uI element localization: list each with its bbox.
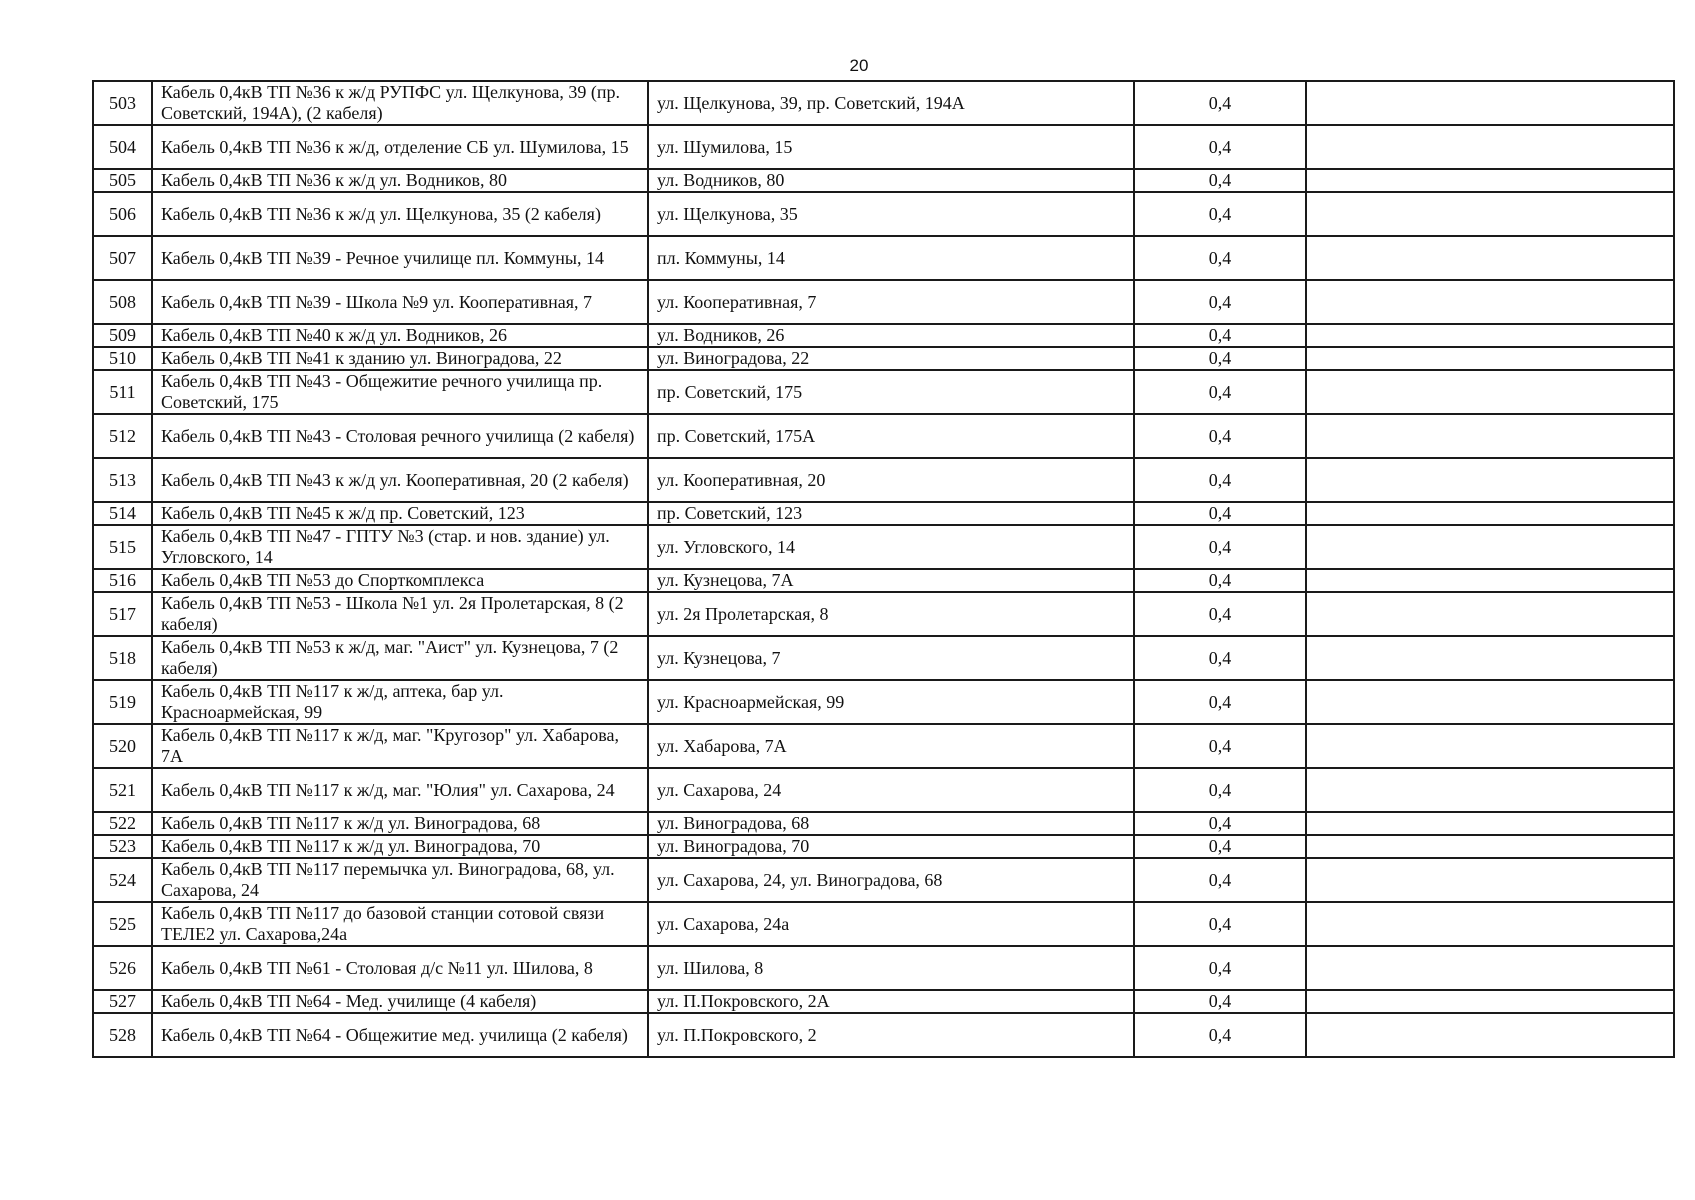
address: ул. Виноградова, 70: [648, 835, 1134, 858]
cable-description: Кабель 0,4кВ ТП №43 - Столовая речного училища (2 кабеля): [152, 414, 648, 458]
row-number: 527: [93, 990, 152, 1013]
row-number: 520: [93, 724, 152, 768]
table-row: [93, 1013, 1674, 1057]
address: ул. Щелкунова, 39, пр. Советский, 194А: [648, 81, 1134, 125]
cable-description: Кабель 0,4кВ ТП №36 к ж/д ул. Водников, 80: [152, 169, 648, 192]
voltage-kv: 0,4: [1134, 458, 1306, 502]
empty-cell: [1306, 636, 1674, 680]
table-row: [93, 347, 1674, 370]
cable-description: Кабель 0,4кВ ТП №43 - Общежитие речного училища пр. Советский, 175: [152, 370, 648, 414]
empty-cell: [1306, 192, 1674, 236]
row-number: 518: [93, 636, 152, 680]
empty-cell: [1306, 724, 1674, 768]
address: ул. Водников, 26: [648, 324, 1134, 347]
address: ул. Кооперативная, 7: [648, 280, 1134, 324]
voltage-kv: 0,4: [1134, 768, 1306, 812]
voltage-kv: 0,4: [1134, 1013, 1306, 1057]
row-number: 514: [93, 502, 152, 525]
table-row: [93, 502, 1674, 525]
voltage-kv: 0,4: [1134, 414, 1306, 458]
empty-cell: [1306, 768, 1674, 812]
table-row: [93, 724, 1674, 768]
address: ул. Водников, 80: [648, 169, 1134, 192]
voltage-kv: 0,4: [1134, 835, 1306, 858]
table-row: [93, 525, 1674, 569]
cable-description: Кабель 0,4кВ ТП №41 к зданию ул. Виноградова, 22: [152, 347, 648, 370]
empty-cell: [1306, 858, 1674, 902]
table-row: [93, 768, 1674, 812]
row-number: 503: [93, 81, 152, 125]
cable-description: Кабель 0,4кВ ТП №117 к ж/д ул. Виноградова, 68: [152, 812, 648, 835]
voltage-kv: 0,4: [1134, 946, 1306, 990]
table-row: [93, 81, 1674, 125]
row-number: 521: [93, 768, 152, 812]
empty-cell: [1306, 525, 1674, 569]
empty-cell: [1306, 280, 1674, 324]
voltage-kv: 0,4: [1134, 592, 1306, 636]
voltage-kv: 0,4: [1134, 370, 1306, 414]
table-row: [93, 236, 1674, 280]
row-number: 506: [93, 192, 152, 236]
cable-description: Кабель 0,4кВ ТП №40 к ж/д ул. Водников, 26: [152, 324, 648, 347]
page-number: 20: [849, 56, 869, 75]
cable-description: Кабель 0,4кВ ТП №39 - Школа №9 ул. Кооперативная, 7: [152, 280, 648, 324]
voltage-kv: 0,4: [1134, 680, 1306, 724]
table-row: [93, 812, 1674, 835]
address: пр. Советский, 175: [648, 370, 1134, 414]
empty-cell: [1306, 458, 1674, 502]
address: ул. 2я Пролетарская, 8: [648, 592, 1134, 636]
voltage-kv: 0,4: [1134, 812, 1306, 835]
empty-cell: [1306, 902, 1674, 946]
empty-cell: [1306, 125, 1674, 169]
cable-description: Кабель 0,4кВ ТП №61 - Столовая д/с №11 ул. Шилова, 8: [152, 946, 648, 990]
row-number: 516: [93, 569, 152, 592]
voltage-kv: 0,4: [1134, 902, 1306, 946]
address: ул. Кооперативная, 20: [648, 458, 1134, 502]
row-number: 523: [93, 835, 152, 858]
voltage-kv: 0,4: [1134, 502, 1306, 525]
row-number: 522: [93, 812, 152, 835]
row-number: 511: [93, 370, 152, 414]
empty-cell: [1306, 990, 1674, 1013]
voltage-kv: 0,4: [1134, 169, 1306, 192]
row-number: 525: [93, 902, 152, 946]
row-number: 517: [93, 592, 152, 636]
row-number: 515: [93, 525, 152, 569]
address: ул. Угловского, 14: [648, 525, 1134, 569]
cable-description: Кабель 0,4кВ ТП №43 к ж/д ул. Кооперативная, 20 (2 кабеля): [152, 458, 648, 502]
table-row: [93, 414, 1674, 458]
cable-description: Кабель 0,4кВ ТП №117 к ж/д, маг. "Юлия" ул. Сахарова, 24: [152, 768, 648, 812]
table-row: [93, 946, 1674, 990]
row-number: 519: [93, 680, 152, 724]
cable-description: Кабель 0,4кВ ТП №117 к ж/д, маг. "Кругозор" ул. Хабарова, 7А: [152, 724, 648, 768]
address: ул. Виноградова, 68: [648, 812, 1134, 835]
empty-cell: [1306, 502, 1674, 525]
cable-description: Кабель 0,4кВ ТП №117 до базовой станции сотовой связи ТЕЛЕ2 ул. Сахарова,24а: [152, 902, 648, 946]
cable-description: Кабель 0,4кВ ТП №36 к ж/д РУПФС ул. Щелкунова, 39 (пр. Советский, 194А), (2 кабеля): [152, 81, 648, 125]
empty-cell: [1306, 414, 1674, 458]
address: пл. Коммуны, 14: [648, 236, 1134, 280]
address: пр. Советский, 123: [648, 502, 1134, 525]
voltage-kv: 0,4: [1134, 724, 1306, 768]
table-row: [93, 990, 1674, 1013]
voltage-kv: 0,4: [1134, 192, 1306, 236]
table-row: [93, 324, 1674, 347]
voltage-kv: 0,4: [1134, 280, 1306, 324]
cable-description: Кабель 0,4кВ ТП №53 - Школа №1 ул. 2я Пролетарская, 8 (2 кабеля): [152, 592, 648, 636]
empty-cell: [1306, 347, 1674, 370]
table-row: [93, 592, 1674, 636]
table-row: [93, 858, 1674, 902]
empty-cell: [1306, 169, 1674, 192]
cable-description: Кабель 0,4кВ ТП №117 к ж/д, аптека, бар ул. Красноармейская, 99: [152, 680, 648, 724]
empty-cell: [1306, 946, 1674, 990]
empty-cell: [1306, 236, 1674, 280]
table-body: [93, 81, 1674, 1057]
address: ул. П.Покровского, 2: [648, 1013, 1134, 1057]
empty-cell: [1306, 680, 1674, 724]
voltage-kv: 0,4: [1134, 236, 1306, 280]
cable-description: Кабель 0,4кВ ТП №36 к ж/д, отделение СБ ул. Шумилова, 15: [152, 125, 648, 169]
cable-description: Кабель 0,4кВ ТП №117 перемычка ул. Виноградова, 68, ул. Сахарова, 24: [152, 858, 648, 902]
table-row: [93, 902, 1674, 946]
empty-cell: [1306, 324, 1674, 347]
empty-cell: [1306, 569, 1674, 592]
cable-description: Кабель 0,4кВ ТП №36 к ж/д ул. Щелкунова, 35 (2 кабеля): [152, 192, 648, 236]
address: ул. Красноармейская, 99: [648, 680, 1134, 724]
table-row: [93, 680, 1674, 724]
voltage-kv: 0,4: [1134, 324, 1306, 347]
row-number: 504: [93, 125, 152, 169]
empty-cell: [1306, 81, 1674, 125]
table-row: [93, 569, 1674, 592]
row-number: 505: [93, 169, 152, 192]
table-row: [93, 636, 1674, 680]
row-number: 528: [93, 1013, 152, 1057]
address: ул. Кузнецова, 7А: [648, 569, 1134, 592]
table-row: [93, 125, 1674, 169]
address: ул. Виноградова, 22: [648, 347, 1134, 370]
address: пр. Советский, 175А: [648, 414, 1134, 458]
table-row: [93, 280, 1674, 324]
empty-cell: [1306, 592, 1674, 636]
address: ул. Сахарова, 24: [648, 768, 1134, 812]
cable-description: Кабель 0,4кВ ТП №45 к ж/д пр. Советский, 123: [152, 502, 648, 525]
empty-cell: [1306, 835, 1674, 858]
row-number: 509: [93, 324, 152, 347]
empty-cell: [1306, 812, 1674, 835]
address: ул. Сахарова, 24, ул. Виноградова, 68: [648, 858, 1134, 902]
address: ул. Кузнецова, 7: [648, 636, 1134, 680]
row-number: 508: [93, 280, 152, 324]
voltage-kv: 0,4: [1134, 636, 1306, 680]
row-number: 507: [93, 236, 152, 280]
cable-description: Кабель 0,4кВ ТП №53 к ж/д, маг. "Аист" ул. Кузнецова, 7 (2 кабеля): [152, 636, 648, 680]
address: ул. Шумилова, 15: [648, 125, 1134, 169]
cable-description: Кабель 0,4кВ ТП №47 - ГПТУ №3 (стар. и нов. здание) ул. Угловского, 14: [152, 525, 648, 569]
address: ул. Сахарова, 24а: [648, 902, 1134, 946]
table-row: [93, 835, 1674, 858]
cable-register-table: [92, 80, 1675, 1058]
voltage-kv: 0,4: [1134, 990, 1306, 1013]
row-number: 512: [93, 414, 152, 458]
row-number: 510: [93, 347, 152, 370]
address: ул. П.Покровского, 2А: [648, 990, 1134, 1013]
voltage-kv: 0,4: [1134, 858, 1306, 902]
table-row: [93, 169, 1674, 192]
empty-cell: [1306, 370, 1674, 414]
table-row: [93, 370, 1674, 414]
cable-description: Кабель 0,4кВ ТП №64 - Общежитие мед. училища (2 кабеля): [152, 1013, 648, 1057]
voltage-kv: 0,4: [1134, 125, 1306, 169]
row-number: 524: [93, 858, 152, 902]
cable-description: Кабель 0,4кВ ТП №53 до Спорткомплекса: [152, 569, 648, 592]
cable-description: Кабель 0,4кВ ТП №117 к ж/д ул. Виноградова, 70: [152, 835, 648, 858]
empty-cell: [1306, 1013, 1674, 1057]
voltage-kv: 0,4: [1134, 81, 1306, 125]
table-row: [93, 458, 1674, 502]
cable-description: Кабель 0,4кВ ТП №39 - Речное училище пл. Коммуны, 14: [152, 236, 648, 280]
address: ул. Щелкунова, 35: [648, 192, 1134, 236]
address: ул. Шилова, 8: [648, 946, 1134, 990]
row-number: 526: [93, 946, 152, 990]
voltage-kv: 0,4: [1134, 347, 1306, 370]
voltage-kv: 0,4: [1134, 569, 1306, 592]
row-number: 513: [93, 458, 152, 502]
address: ул. Хабарова, 7А: [648, 724, 1134, 768]
table-row: [93, 192, 1674, 236]
cable-description: Кабель 0,4кВ ТП №64 - Мед. училище (4 кабеля): [152, 990, 648, 1013]
voltage-kv: 0,4: [1134, 525, 1306, 569]
